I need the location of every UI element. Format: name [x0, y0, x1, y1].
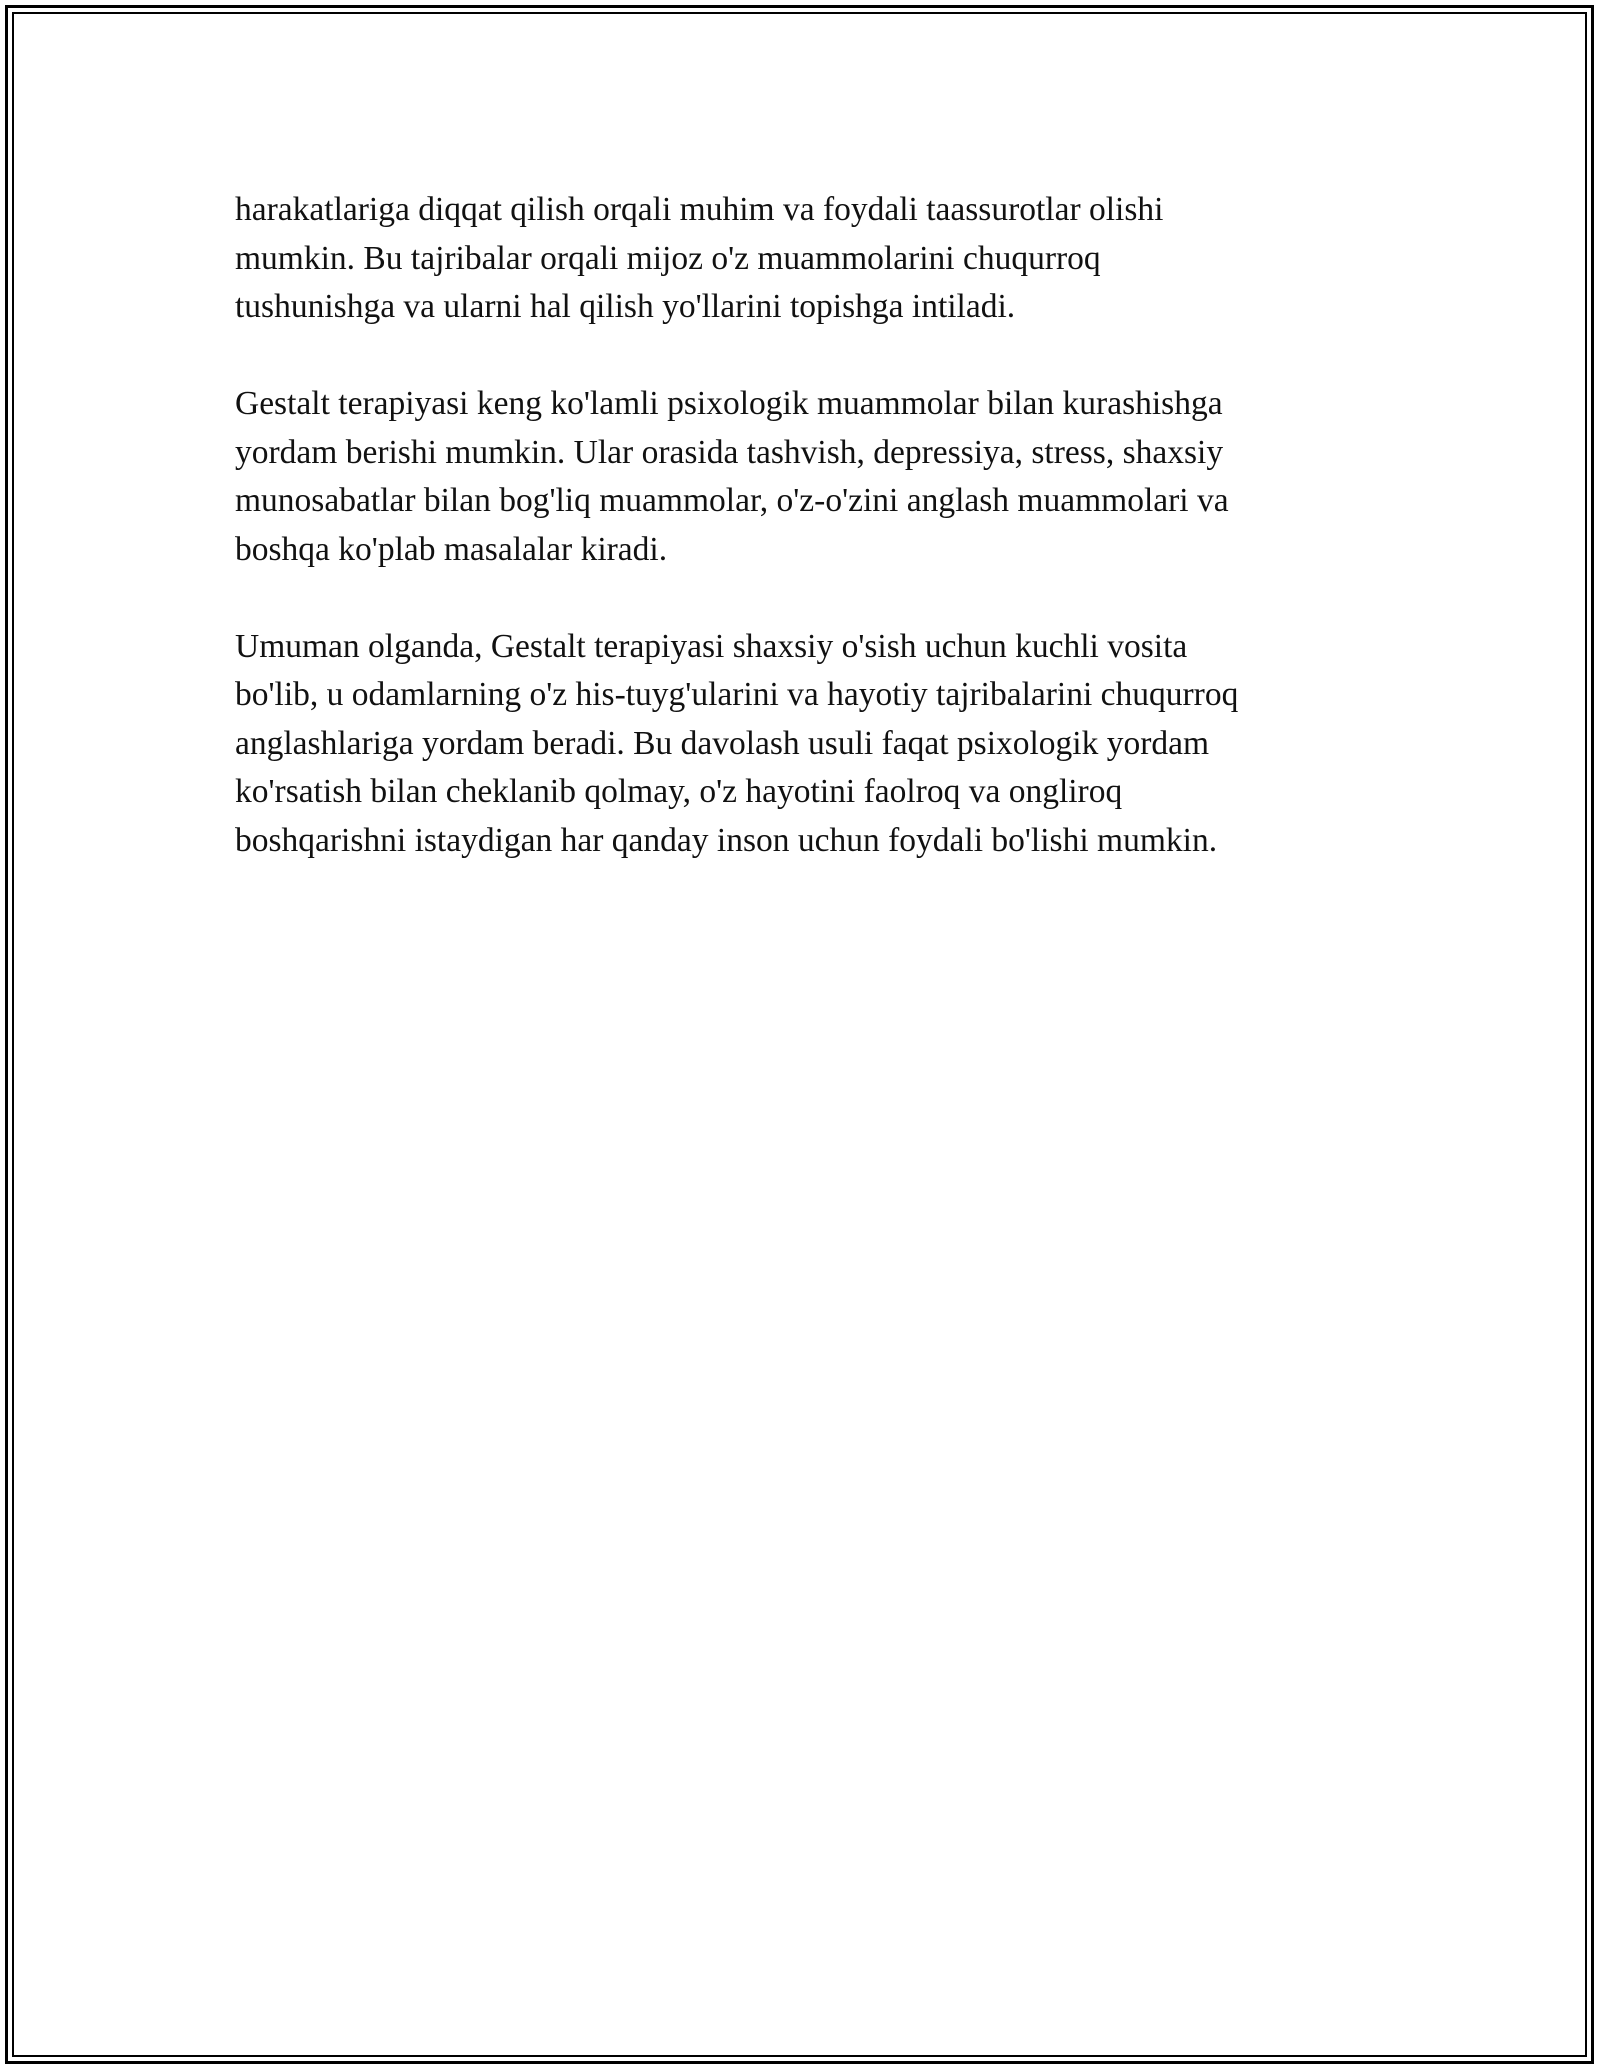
paragraph-1 [235, 186, 1365, 332]
text-line: boshqarishni istaydigan har qanday inson uchun foydali bo'lishi mumkin. [235, 821, 1218, 859]
document-body [235, 186, 1365, 914]
text-line: anglashlariga yordam beradi. Bu davolash usuli faqat psixologik yordam [235, 724, 1210, 762]
text-line: boshqa ko'plab masalalar kiradi. [235, 530, 668, 568]
text-line: harakatlariga diqqat qilish orqali muhim va foydali taassurotlar olishi [235, 191, 1164, 228]
text-line: ko'rsatish bilan cheklanib qolmay, o'z hayotini faolroq va ongliroq [235, 773, 1123, 810]
text-line: yordam berishi mumkin. Ular orasida tashvish, depressiya, stress, shaxsiy [235, 433, 1224, 471]
text-line: mumkin. Bu tajribalar orqali mijoz o'z muammolarini chuqurroq [235, 239, 1101, 277]
paragraph-3 [235, 623, 1365, 866]
text-line: Umuman olganda, Gestalt terapiyasi shaxsiy o'sish uchun kuchli vosita [235, 627, 1188, 665]
text-line: munosabatlar bilan bog'liq muammolar, o'z-o'zini anglash muammolari va [235, 482, 1229, 519]
text-line: tushunishga va ularni hal qilish yo'llarini topishga intiladi. [235, 288, 1016, 325]
paragraph-2 [235, 380, 1365, 574]
text-line: Gestalt terapiyasi keng ko'lamli psixologik muammolar bilan kurashishga [235, 385, 1223, 422]
text-line: bo'lib, u odamlarning o'z his-tuyg'ularini va hayotiy tajribalarini chuqurroq [235, 676, 1239, 713]
